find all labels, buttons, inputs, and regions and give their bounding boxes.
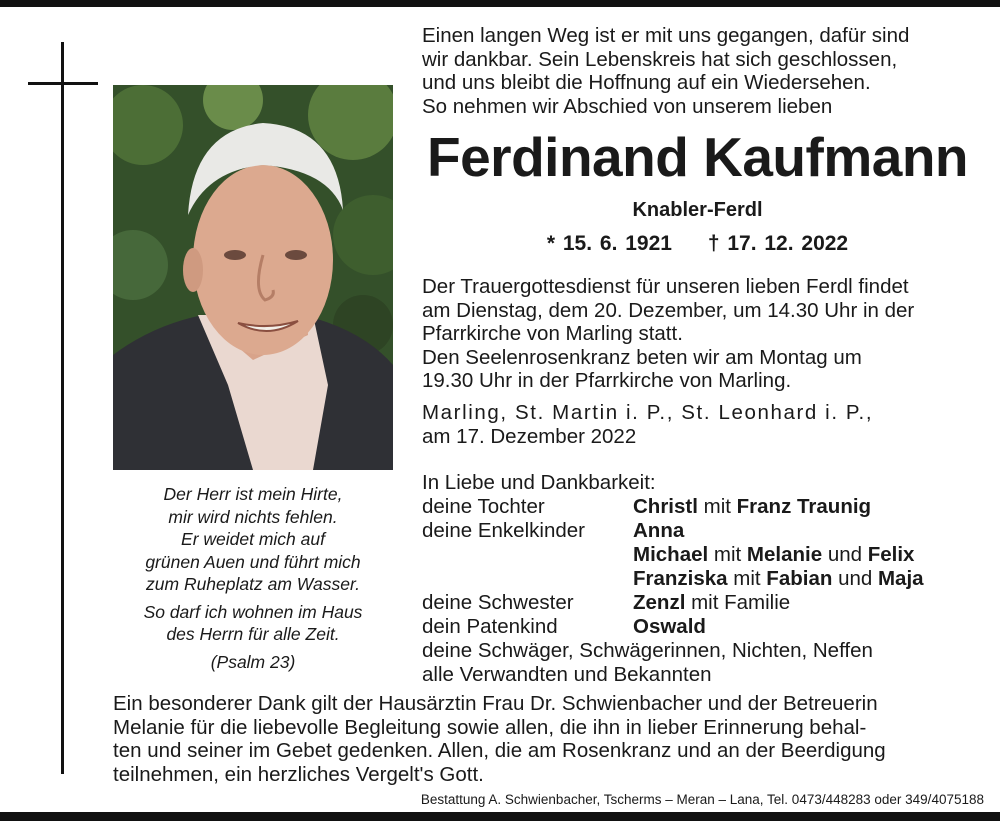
family-name: Anna (633, 519, 685, 542)
place-and-date (422, 401, 973, 448)
relation-label: deine Schwester (422, 591, 574, 614)
connector: mit (727, 567, 767, 590)
cross-symbol-horizontal (28, 82, 98, 85)
psalm-line: zum Ruheplatz am Wasser. (146, 574, 360, 594)
connector: mit Familie (685, 591, 791, 614)
family-name: Maja (877, 567, 924, 590)
intro-line: So nehmen wir Abschied von unserem lieben (422, 94, 833, 118)
thanks-line: Melanie für die liebevolle Begleitung sowie allen, die ihn in lieber Erinnerung behal- (113, 715, 867, 739)
family-row-godchild (422, 615, 982, 639)
birth-date: * 15. 6. 1921 (546, 232, 672, 255)
family-name: Melanie (746, 543, 823, 566)
intro-line: wir dankbar. Sein Lebenskreis hat sich geschlossen, (422, 47, 898, 71)
date-line: am 17. Dezember 2022 (422, 424, 637, 448)
cross-symbol-vertical (61, 42, 64, 774)
funeral-home-footer: Bestattung A. Schwienbacher, Tscherms – Meran – Lana, Tel. 0473/448283 oder 349/4075188 (420, 792, 984, 807)
death-date: † 17. 12. 2022 (707, 232, 849, 255)
family-name: Franz Traunig (736, 495, 872, 518)
deceased-name: Ferdinand Kaufmann (426, 126, 969, 188)
family-row-grandchildren-2 (422, 543, 982, 567)
connector: mit (697, 495, 737, 518)
psalm-line: So darf ich wohnen im Haus (143, 601, 363, 622)
service-line: am Dienstag, dem 20. Dezember, um 14.30 Uhr in der (422, 298, 915, 322)
connector: mit (708, 543, 747, 566)
intro-line: und uns bleibt die Hoffnung auf ein Wiedersehen. (422, 71, 871, 94)
psalm-line: grünen Auen und führt mich (145, 551, 361, 572)
psalm-line: Der Herr ist mein Hirte, (163, 484, 343, 504)
thanks-line: Ein besonderer Dank gilt der Hausärztin Frau Dr. Schwienbacher und der Betreuerin (113, 692, 878, 715)
family-name: Franziska (633, 567, 728, 590)
connector: und (822, 543, 868, 566)
portrait-photo (113, 85, 393, 470)
relation-label: deine Tochter (422, 495, 545, 518)
relation-label: deine Enkelkinder (422, 519, 585, 542)
place-line: Marling, St. Martin i. P., St. Leonhard i. P., (422, 401, 874, 424)
intro-text (422, 24, 972, 118)
family-intro: In Liebe und Dankbarkeit: (422, 471, 656, 494)
service-line: 19.30 Uhr in der Pfarrkirche von Marling. (422, 369, 792, 392)
family-name: Christl (633, 495, 698, 518)
service-line: Der Trauergottesdienst für unseren lieben Ferdl findet (422, 275, 909, 298)
family-name: Fabian (766, 567, 833, 590)
connector: und (832, 567, 878, 590)
family-row-grandchildren-3 (422, 567, 982, 591)
service-announcement (422, 275, 973, 393)
family-name: Michael (633, 543, 709, 566)
psalm-line: Er weidet mich auf (181, 529, 325, 549)
psalm-line: mir wird nichts fehlen. (168, 506, 338, 527)
service-line: Pfarrkirche von Marling statt. (422, 322, 683, 345)
family-row-grandchildren (422, 519, 982, 543)
family-name: Oswald (633, 615, 706, 638)
psalm-line: des Herrn für alle Zeit. (166, 624, 340, 644)
family-relatives: alle Verwandten und Bekannten (422, 663, 712, 686)
thanks-line: teilnehmen, ein herzliches Vergelt's Gott. (113, 762, 484, 786)
family-row-sister (422, 591, 982, 615)
psalm-quote (113, 483, 393, 673)
family-list (422, 471, 982, 687)
psalm-reference: (Psalm 23) (210, 651, 296, 672)
relation-label: dein Patenkind (422, 615, 558, 638)
service-line: Den Seelenrosenkranz beten wir am Montag um (422, 345, 862, 369)
family-name: Felix (867, 543, 915, 566)
thanks-line: ten und seiner im Gebet gedenken. Allen, die am Rosenkranz und an der Beerdigung (113, 739, 886, 762)
family-row-daughter (422, 495, 982, 519)
life-dates (410, 232, 985, 256)
thanks-paragraph (113, 692, 973, 786)
family-inlaws: deine Schwäger, Schwägerinnen, Nichten, Neffen (422, 639, 873, 662)
family-name: Zenzl (633, 591, 686, 614)
intro-line: Einen langen Weg ist er mit uns gegangen, dafür sind (422, 24, 910, 47)
deceased-nickname: Knabler-Ferdl (632, 199, 763, 221)
